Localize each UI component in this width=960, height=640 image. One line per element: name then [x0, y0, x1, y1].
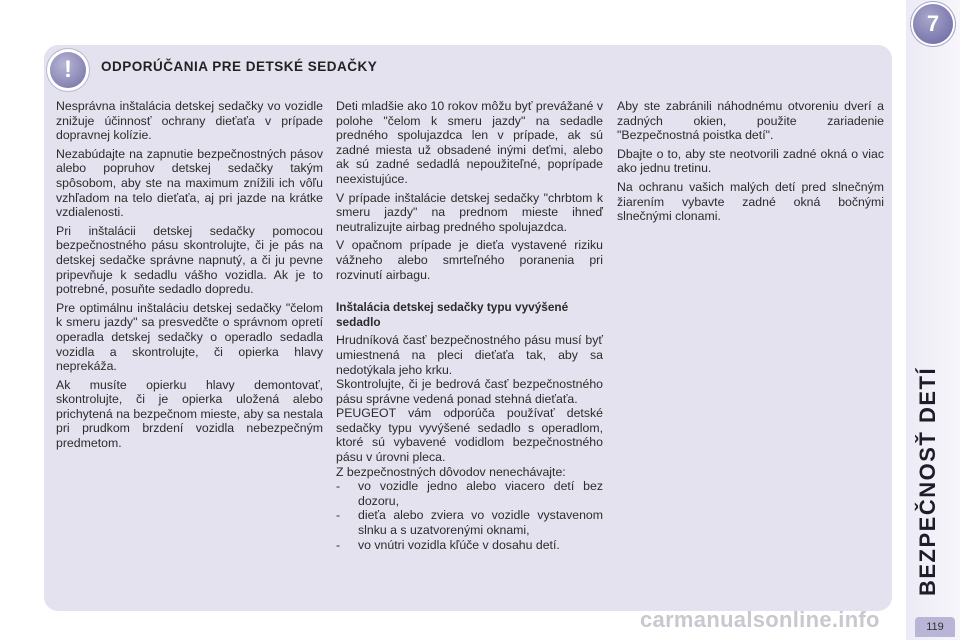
paragraph: Aby ste zabránili náhodnému otvoreniu dverí a zadných okien, použite zariadenie "Bezpečnostná poistka detí". [617, 99, 884, 143]
list-item-text: dieťa alebo zviera vo vozidle vystavenom slnku a s uzatvorenými oknami, [358, 508, 603, 538]
paragraph: V opačnom prípade je dieťa vystavené riziku vážneho alebo smrteľného poranenia pri rozvinutí airbagu. [336, 238, 603, 282]
paragraph: Deti mladšie ako 10 rokov môžu byť prevážané v polohe "čelom k smeru jazdy" na sedadle predného spolujazdca len v prípade, ak sú zadné miesta už obsadené inými deťmi, alebo ak sú zadné sedadlá nepoužiteľné, poprípade neexistujúce. [336, 99, 603, 186]
column-1 [56, 99, 323, 455]
section-subheading: Inštalácia detskej sedačky typu vyvýšené sedadlo [336, 300, 569, 329]
paragraph: Pre optimálnu inštaláciu detskej sedačky "čelom k smeru jazdy" sa presvedčte o správnom opretí operadla detskej sedačky o operadlo sedadla vozidla a skontrolujte, či opierka hlavy neprekáža. [56, 300, 323, 374]
warning-list [336, 479, 603, 552]
paragraph: Hrudníková časť bezpečnostného pásu musí byť umiestnená na pleci dieťaťa tak, aby sa nedotýkala jeho krku. [336, 333, 603, 377]
page-title: ODPORÚČANIA PRE DETSKÉ SEDAČKY [101, 59, 378, 74]
paragraph: Nesprávna inštalácia detskej sedačky vo vozidle znižuje účinnosť ochrany dieťaťa v prípade dopravnej kolízie. [56, 99, 323, 143]
paragraph: Skontrolujte, či je bedrová časť bezpečnostného pásu správne vedená ponad stehná dieťaťa. [336, 377, 603, 406]
side-title: BEZPEČNOSŤ DETÍ [915, 366, 940, 596]
chapter-number: 7 [926, 11, 940, 36]
list-item [336, 538, 603, 553]
page-number: 119 [915, 617, 955, 637]
list-item [336, 508, 603, 537]
warning-icon: ! [50, 52, 86, 88]
list-item-text: vo vnútri vozidla kľúče v dosahu detí. [358, 537, 560, 552]
column-2 [336, 99, 603, 552]
paragraph: Dbajte o to, aby ste neotvorili zadné okná o viac ako jednu tretinu. [617, 146, 884, 176]
chapter-badge [913, 4, 953, 44]
paragraph: V prípade inštalácie detskej sedačky "chrbtom k smeru jazdy" na prednom mieste ihneď neutralizujte airbag predného spolujazdca. [336, 190, 603, 234]
paragraph: Na ochranu vašich malých detí pred slnečným žiarením vybavte zadné okná bočnými slnečnými clonami. [617, 179, 884, 224]
paragraph: PEUGEOT vám odporúča používať detské sedačky typu vyvýšené sedadlo s operadlom, ktoré sú vybavené vodidlom bezpečnostného pásu v úrovni pleca. [336, 406, 603, 465]
dash: - [336, 537, 341, 552]
dash: - [336, 508, 341, 523]
paragraph: Pri inštalácii detskej sedačky pomocou bezpečnostného pásu skontrolujte, či je pás na detskej sedačke správne napnutý, a či ju pevne pripevňuje k sedadlu vášho vozidla. Ak je to potrebné, posuňte sedadlo dopredu. [56, 223, 323, 297]
column-3 [617, 99, 884, 228]
paragraph: Ak musíte opierku hlavy demontovať, skontrolujte, či je opierka uložená alebo prichytená na bezpečnom mieste, aby sa nestala pri prudkom brzdení vozidla nebezpečným predmetom. [56, 377, 323, 451]
watermark: carmanualsonline.info [640, 607, 880, 632]
list-item-text: vo vozidle jedno alebo viacero detí bez dozoru, [358, 479, 603, 508]
paragraph: Z bezpečnostných dôvodov nenechávajte: [336, 464, 566, 479]
paragraph: Nezabúdajte na zapnutie bezpečnostných pásov alebo popruhov detskej sedačky takým spôsobom, aby ste na maximum znížili ich vôľu vzhľadom na telo dieťaťa, aj pri jazde na krátke vzdialenosti. [56, 146, 323, 220]
list-item [336, 479, 603, 508]
dash: - [336, 479, 341, 494]
